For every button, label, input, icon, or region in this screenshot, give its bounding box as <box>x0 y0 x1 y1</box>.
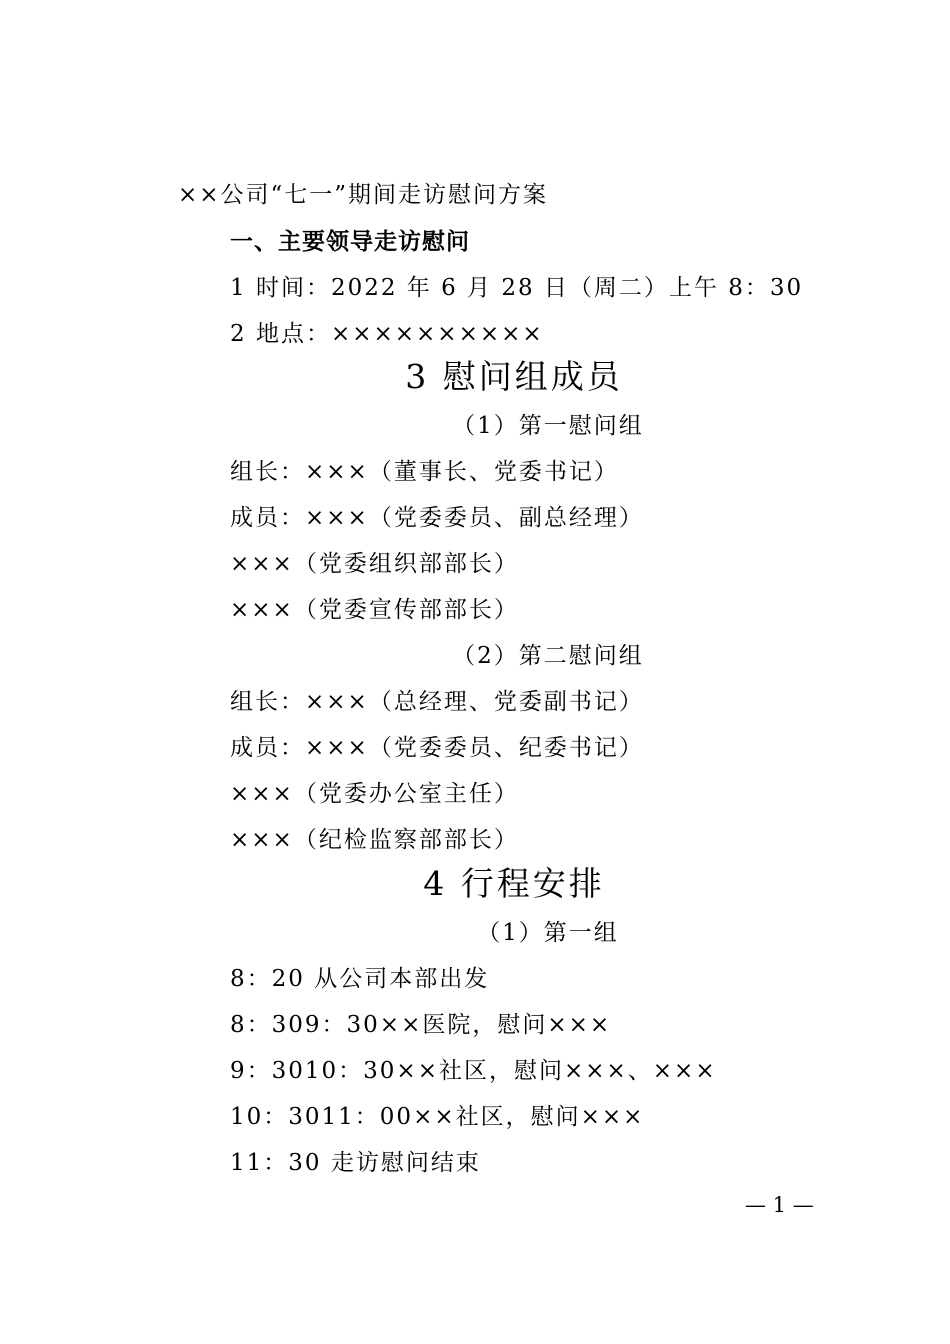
page-number: — 1 — <box>745 1193 814 1217</box>
group1-heading: （1）第一慰问组 <box>452 413 644 439</box>
members-heading: 3 慰问组成员 <box>405 357 623 396</box>
schedule-item: 10：3011：00××社区，慰问××× <box>230 1104 645 1130</box>
group2-heading: （2）第二慰问组 <box>452 643 644 669</box>
section-heading-leaders-visit: 一、主要领导走访慰问 <box>230 229 470 255</box>
schedule-item: 9：3010：30××社区，慰问×××、××× <box>230 1058 717 1084</box>
group2-member-1: 成员：×××（党委委员、纪委书记） <box>230 735 644 761</box>
schedule-group1-heading: （1）第一组 <box>477 920 619 946</box>
document-title: ××公司“七一”期间走访慰问方案 <box>178 182 549 208</box>
group1-member-1: 成员：×××（党委委员、副总经理） <box>230 505 644 531</box>
schedule-item: 8：309：30××医院，慰问××× <box>230 1012 612 1038</box>
group1-member-2: ×××（党委组织部部长） <box>230 551 519 577</box>
schedule-item: 8：20 从公司本部出发 <box>230 966 490 992</box>
group2-member-3: ×××（纪检监察部部长） <box>230 827 519 853</box>
group1-leader: 组长：×××（董事长、党委书记） <box>230 459 619 485</box>
group1-member-3: ×××（党委宣传部部长） <box>230 597 519 623</box>
time-line: 1 时间：2022 年 6 月 28 日（周二）上午 8：30 <box>230 275 804 301</box>
schedule-heading: 4 行程安排 <box>423 864 605 903</box>
place-line: 2 地点：×××××××××× <box>230 321 544 347</box>
group2-member-2: ×××（党委办公室主任） <box>230 781 519 807</box>
schedule-item: 11：30 走访慰问结束 <box>230 1150 481 1176</box>
group2-leader: 组长：×××（总经理、党委副书记） <box>230 689 644 715</box>
